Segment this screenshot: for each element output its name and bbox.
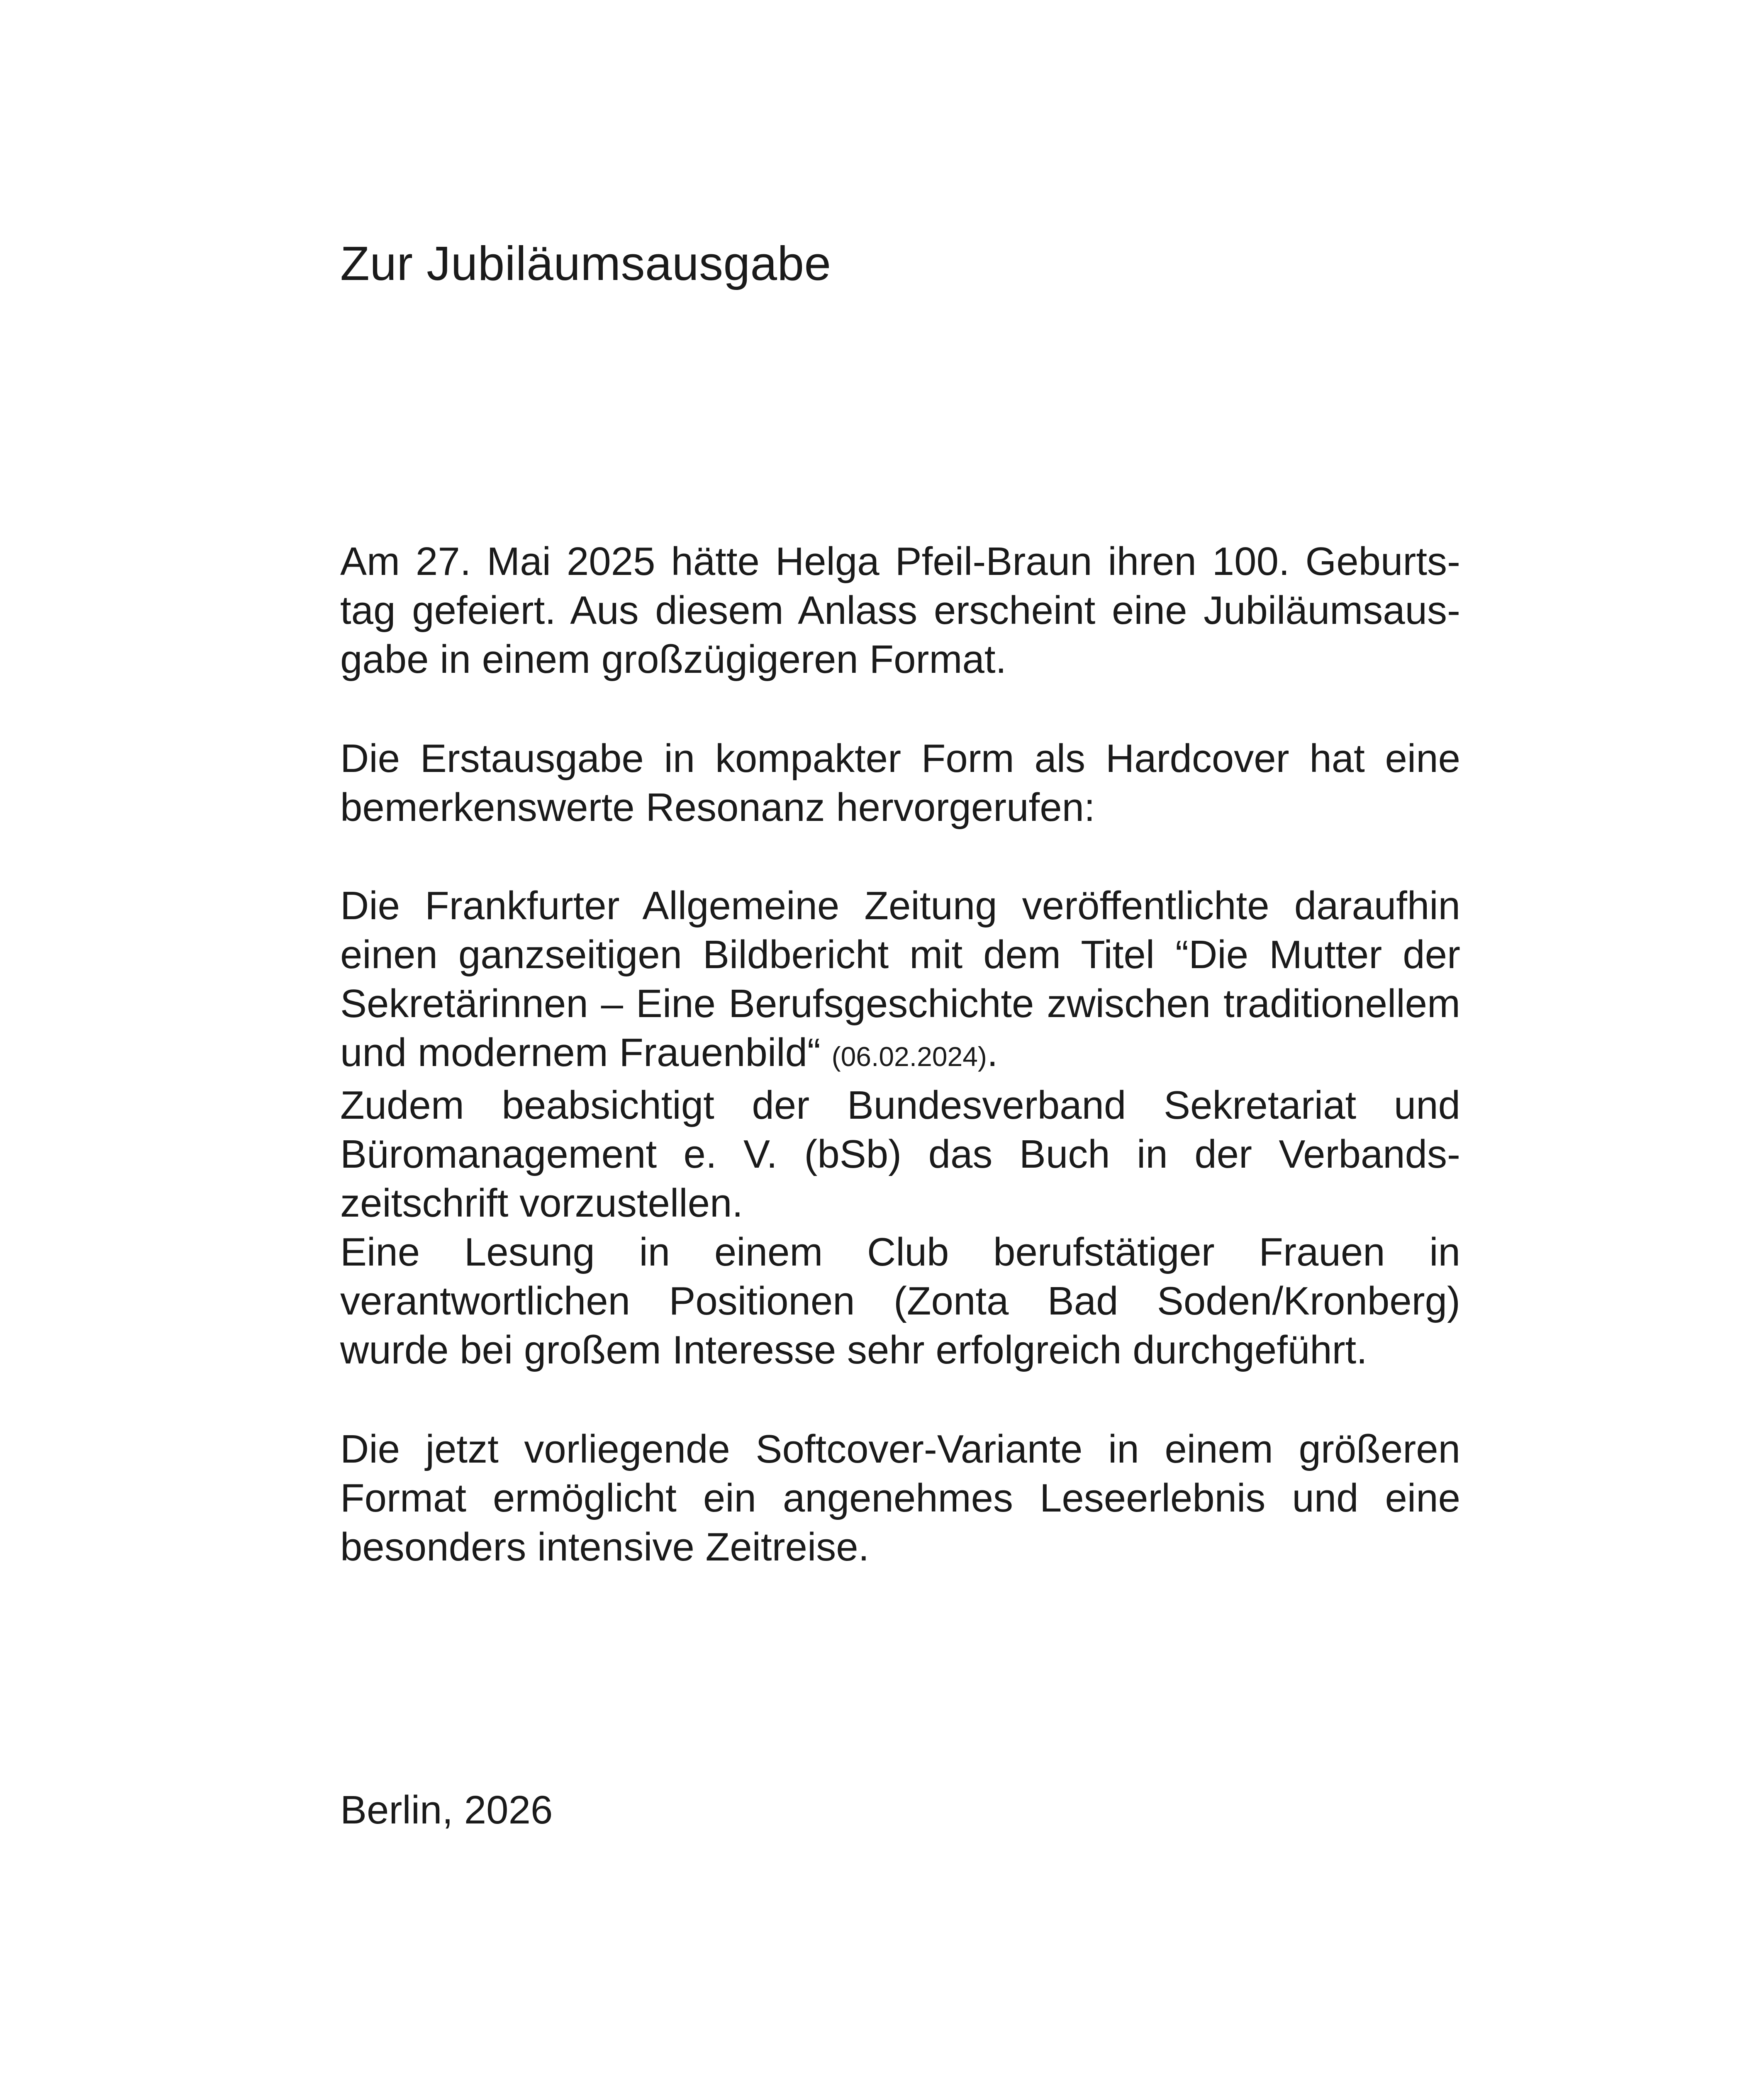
resonance-faz <box>340 881 1460 1081</box>
paragraph-first-edition: Die Erstausgabe in kompakter Form als Hardcover hat eine bemerkenswerte Resonanz hervorgerufen: <box>340 736 1460 830</box>
paragraph-anniversary: Am 27. Mai 2025 hätte Helga Pfeil-Braun ihren 100. Geburtstag gefeiert. Aus diesem Anlass erscheint eine Jubiläumsausgabe in einem großzügigeren Format. <box>340 539 1460 682</box>
page-title: Zur Jubiläumsausgabe <box>340 236 831 290</box>
resonance-faz-date: (06.02.2024) <box>831 1041 987 1072</box>
resonance-faz-text: Die Frankfurter Allgemeine Zeitung veröffentlichte daraufhin einen ganzseitigen Bildbericht mit dem Titel “Die Mutter der Sekretärinnen – Eine Berufsgeschichte zwischen traditionellem und modernem Frauenbild“ <box>340 884 1460 1075</box>
resonance-faz-period: . <box>987 1030 998 1075</box>
resonance-zonta: Eine Lesung in einem Club berufstätiger Frauen in verantwortlichen Positionen (Zonta Bad Soden/Kronberg) wurde bei großem Interesse sehr erfolgreich durchgeführt. <box>340 1230 1460 1372</box>
paragraph-resonance <box>340 881 1460 1375</box>
resonance-bsb: Zudem beabsichtigt der Bundesverband Sekretariat und Büromanagement e. V. (bSb) das Buch in der Verbandszeitschrift vorzustellen. <box>340 1083 1460 1225</box>
paragraph-softcover: Die jetzt vorliegende Softcover-Variante in einem größeren Format ermöglicht ein angenehmes Leseerlebnis und eine besonders intensive Zeitreise. <box>340 1427 1460 1569</box>
place-date: Berlin, 2026 <box>340 1788 553 1832</box>
